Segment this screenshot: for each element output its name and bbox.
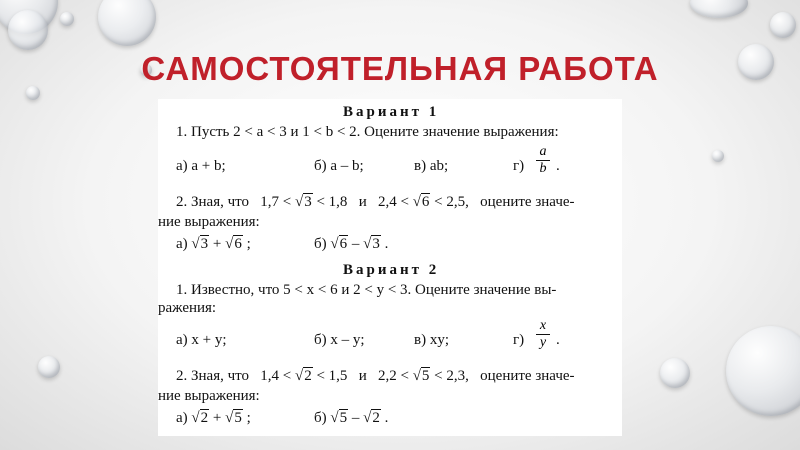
- water-drop-decoration: [38, 356, 60, 378]
- condition-1-right: < 1,8: [316, 194, 348, 210]
- slide-title: САМОСТОЯТЕЛЬНАЯ РАБОТА: [141, 50, 659, 87]
- radicand: 6: [339, 236, 348, 252]
- water-drop-decoration: [660, 358, 690, 388]
- water-drop-decoration: [60, 12, 74, 26]
- operator: –: [351, 410, 360, 426]
- fraction-denominator: b: [539, 161, 547, 176]
- fraction: [535, 319, 551, 350]
- option-b: б) √6 – √3 .: [314, 236, 389, 252]
- variant-2-task-1-text: 1. Известно, что 5 < x < 6 и 2 < y < 3. Оцените значение вы-: [176, 282, 557, 298]
- condition-2-right: < 2,3,: [434, 368, 469, 384]
- condition-2-left: 2,2 <: [377, 368, 409, 384]
- option-label: б): [314, 236, 327, 252]
- condition-2-left: 2,4 <: [377, 194, 409, 210]
- sqrt-icon: √3: [191, 236, 209, 252]
- option-a: а) √2 + √5 ;: [176, 410, 251, 426]
- radicand: 2: [200, 410, 209, 426]
- condition-1-left: 1,4 <: [260, 368, 292, 384]
- water-drop-decoration: [690, 0, 748, 18]
- option-c: в) ab;: [414, 158, 449, 174]
- radicand: 6: [421, 194, 430, 210]
- task-2-tail: оцените значе-: [480, 194, 575, 210]
- radicand: 2: [372, 410, 380, 426]
- sqrt-icon: √2: [191, 410, 209, 426]
- variant-1-task-2-options: [158, 235, 622, 255]
- radicand: 5: [421, 368, 430, 384]
- radicand: 3: [200, 236, 209, 252]
- option-label: б): [314, 410, 327, 426]
- variant-1-heading: Вариант 1: [343, 104, 440, 120]
- operator: –: [351, 236, 360, 252]
- option-a: а) a + b;: [176, 158, 226, 174]
- sqrt-icon: √5: [412, 368, 430, 384]
- water-drop-decoration: [712, 150, 724, 162]
- fraction-period: .: [556, 158, 560, 174]
- variant-2-task-2-line-1: [176, 367, 575, 385]
- radicand: 3: [304, 194, 312, 210]
- operator: +: [212, 410, 222, 426]
- option-b: б) x – y;: [314, 332, 365, 348]
- task-2-intro: 2. Зная, что: [176, 194, 250, 210]
- variant-1-task-2-line-2: ние выражения:: [158, 214, 260, 230]
- variant-1-task-2-line-1: [176, 193, 575, 211]
- option-b: б) a – b;: [314, 158, 364, 174]
- water-drop-decoration: [8, 10, 48, 50]
- task-2-intro: 2. Зная, что: [176, 368, 250, 384]
- water-drop-decoration: [98, 0, 156, 46]
- sqrt-icon: √6: [330, 236, 348, 252]
- variant-2-task-2-options: [158, 409, 622, 429]
- radicand: 5: [234, 410, 242, 426]
- variant-2-task-2-line-2: ние выражения:: [158, 388, 260, 404]
- condition-2-right: < 2,5,: [434, 194, 469, 210]
- sqrt-icon: √5: [330, 410, 348, 426]
- sqrt-icon: √2: [363, 410, 380, 426]
- conjunction: и: [358, 368, 367, 384]
- fraction-period: .: [556, 332, 560, 348]
- fraction-numerator: a: [539, 144, 547, 159]
- radicand: 3: [372, 236, 380, 252]
- conjunction: и: [358, 194, 367, 210]
- operator: +: [212, 236, 222, 252]
- option-c: в) xy;: [414, 332, 449, 348]
- condition-1-left: 1,7 <: [260, 194, 292, 210]
- variant-1-task-1-options: [158, 157, 622, 177]
- sqrt-icon: √2: [294, 368, 312, 384]
- option-b: б) √5 – √2 .: [314, 410, 389, 426]
- option-d-label: г): [513, 158, 525, 174]
- fraction-numerator: x: [539, 318, 547, 333]
- water-drop-decoration: [26, 86, 40, 100]
- condition-1-right: < 1,5: [316, 368, 348, 384]
- radicand: 2: [304, 368, 312, 384]
- option-label: а): [176, 236, 188, 252]
- option-d-label: г): [513, 332, 525, 348]
- option-a: а) x + y;: [176, 332, 227, 348]
- variant-2-task-1-options: [158, 331, 622, 351]
- variant-2-heading: Вариант 2: [343, 262, 440, 278]
- sqrt-icon: √3: [363, 236, 380, 252]
- sqrt-icon: √6: [412, 194, 430, 210]
- sqrt-icon: √6: [225, 236, 242, 252]
- worksheet: [158, 99, 622, 436]
- fraction: [535, 145, 551, 176]
- radicand: 6: [234, 236, 242, 252]
- sqrt-icon: √3: [294, 194, 312, 210]
- sqrt-icon: √5: [225, 410, 242, 426]
- variant-1-task-1-text: 1. Пусть 2 < a < 3 и 1 < b < 2. Оцените значение выражения:: [176, 124, 559, 140]
- water-drop-decoration: [770, 12, 796, 38]
- option-a: а) √3 + √6 ;: [176, 236, 251, 252]
- water-drop-decoration: [726, 326, 800, 416]
- task-2-tail: оцените значе-: [480, 368, 575, 384]
- option-label: а): [176, 410, 188, 426]
- radicand: 5: [339, 410, 348, 426]
- fraction-denominator: y: [539, 335, 547, 350]
- variant-2-task-1-line-2: ражения:: [158, 300, 217, 316]
